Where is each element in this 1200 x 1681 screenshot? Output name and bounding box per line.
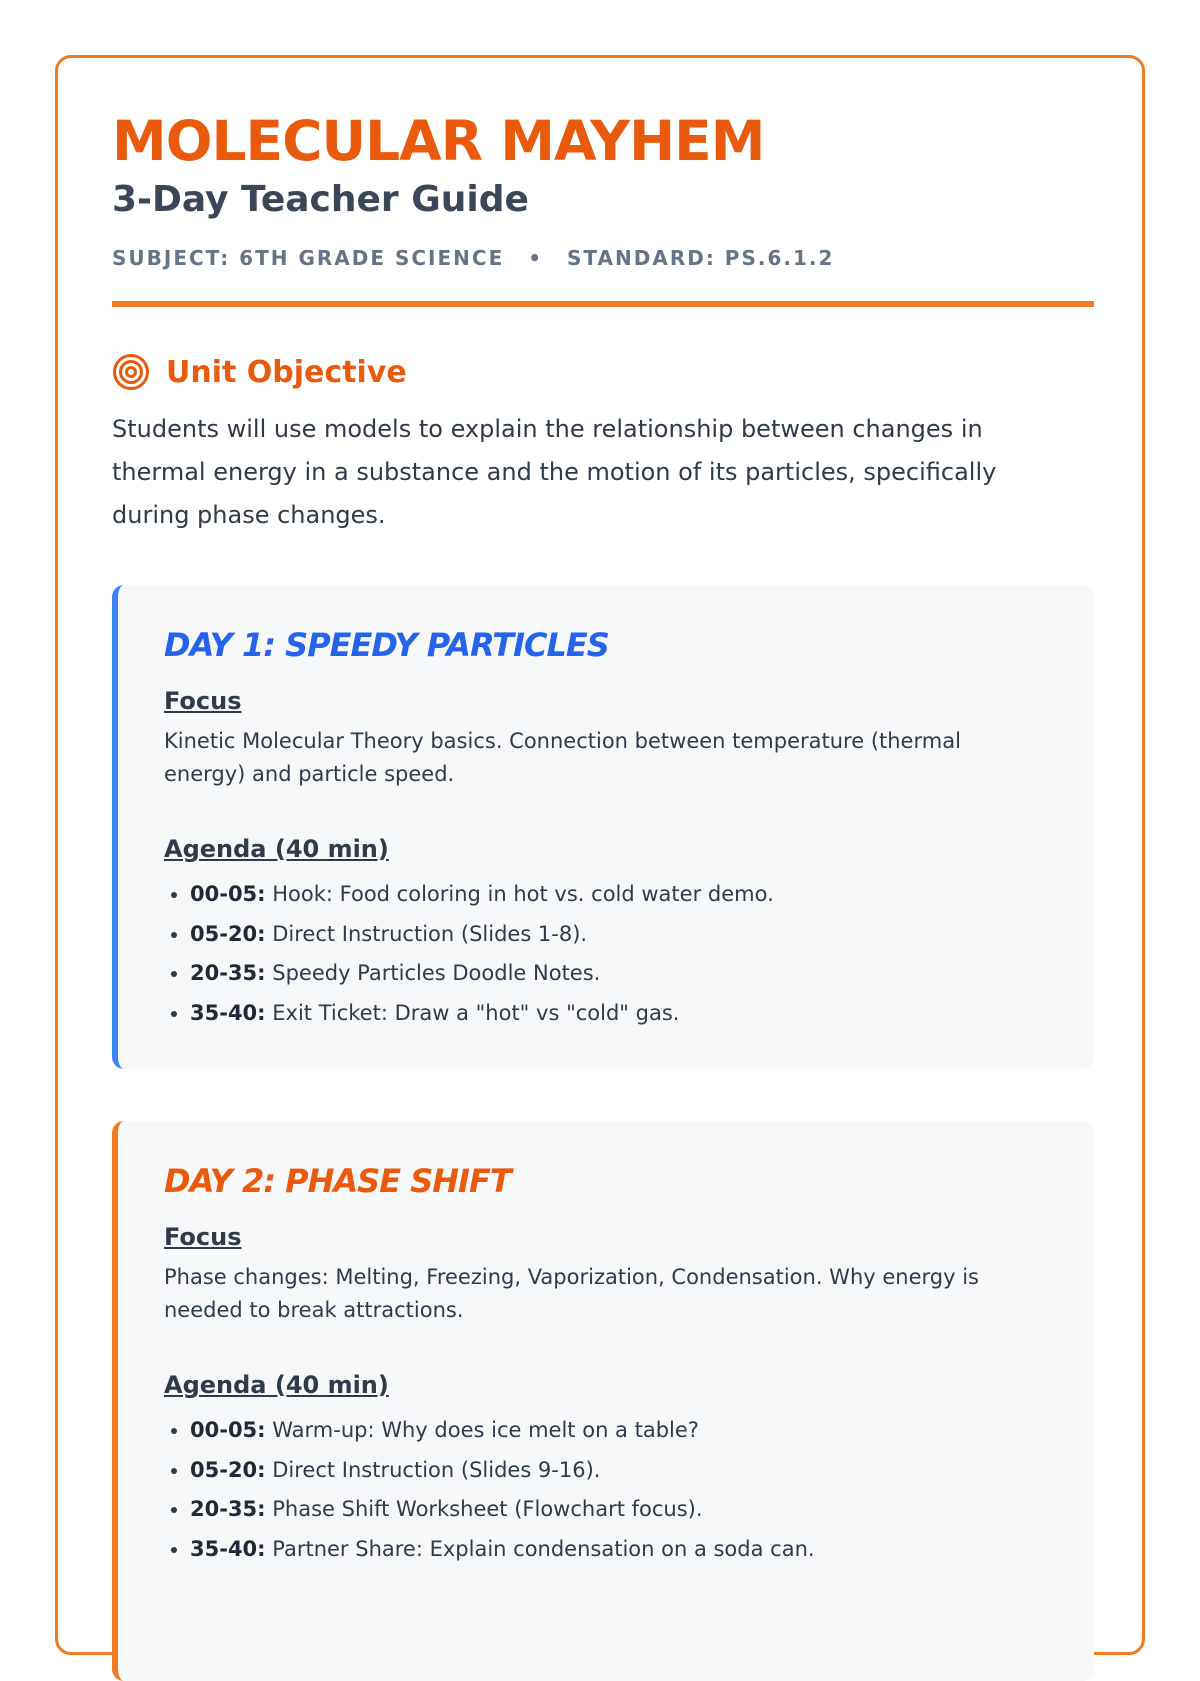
agenda-time: 35-40: <box>190 1536 266 1561</box>
day-1-agenda-label: Agenda (40 min) <box>164 835 389 863</box>
agenda-time: 05-20: <box>190 1457 266 1482</box>
day-1-agenda-list <box>164 875 1054 1033</box>
list-item <box>190 1490 1054 1530</box>
list-item <box>190 915 1054 955</box>
day-1-focus-label: Focus <box>164 687 242 715</box>
day-2-focus-label: Focus <box>164 1223 242 1251</box>
day-2-agenda-label: Agenda (40 min) <box>164 1371 389 1399</box>
list-item <box>190 875 1054 915</box>
day-2-focus-text: Phase changes: Melting, Freezing, Vaporization, Condensation. Why energy is needed to break attractions. <box>164 1265 979 1322</box>
meta-line <box>112 246 834 270</box>
subject-label: SUBJECT: 6TH GRADE SCIENCE <box>112 246 505 270</box>
agenda-text: Speedy Particles Doodle Notes. <box>272 961 601 985</box>
day-2-panel <box>112 1121 1094 1681</box>
list-item <box>190 1530 1054 1570</box>
day-1-panel <box>112 585 1094 1069</box>
agenda-text: Warm-up: Why does ice melt on a table? <box>272 1418 699 1442</box>
day-1-focus-text: Kinetic Molecular Theory basics. Connection between temperature (thermal energy) and particle speed. <box>164 729 961 786</box>
page-subtitle: 3-Day Teacher Guide <box>112 179 529 220</box>
page-title: MOLECULAR MAYHEM <box>112 109 765 173</box>
target-icon <box>112 353 150 391</box>
separator-dot: • <box>528 246 544 270</box>
agenda-time: 05-20: <box>190 921 266 946</box>
agenda-text: Exit Ticket: Draw a "hot" vs "cold" gas. <box>272 1000 680 1025</box>
list-item <box>190 954 1054 994</box>
header-divider <box>112 301 1094 307</box>
agenda-text: Direct Instruction (Slides 1-8). <box>272 921 588 946</box>
objective-text: Students will use models to explain the relationship between changes in thermal energy in a substance and the motion of its particles, specifically during phase changes. <box>112 415 997 529</box>
agenda-text: Hook: Food coloring in hot vs. cold water demo. <box>272 882 774 906</box>
list-item <box>190 1451 1054 1491</box>
agenda-time: 00-05: <box>190 1418 266 1442</box>
agenda-time: 00-05: <box>190 882 266 906</box>
agenda-time: 20-35: <box>190 1497 266 1521</box>
day-1-title: DAY 1: SPEEDY PARTICLES <box>164 626 609 664</box>
objective-heading <box>112 352 407 392</box>
day-2-title: DAY 2: PHASE SHIFT <box>164 1162 511 1200</box>
agenda-time: 20-35: <box>190 961 266 985</box>
list-item <box>190 994 1054 1034</box>
agenda-text: Partner Share: Explain condensation on a soda can. <box>272 1536 815 1561</box>
standard-label: STANDARD: PS.6.1.2 <box>567 246 835 270</box>
agenda-text: Direct Instruction (Slides 9-16). <box>272 1457 601 1482</box>
objective-title: Unit Objective <box>166 354 407 390</box>
list-item <box>190 1411 1054 1451</box>
guide-card <box>55 55 1145 1655</box>
day-2-agenda-list <box>164 1411 1054 1569</box>
agenda-text: Phase Shift Worksheet (Flowchart focus). <box>272 1497 703 1521</box>
agenda-time: 35-40: <box>190 1000 266 1025</box>
